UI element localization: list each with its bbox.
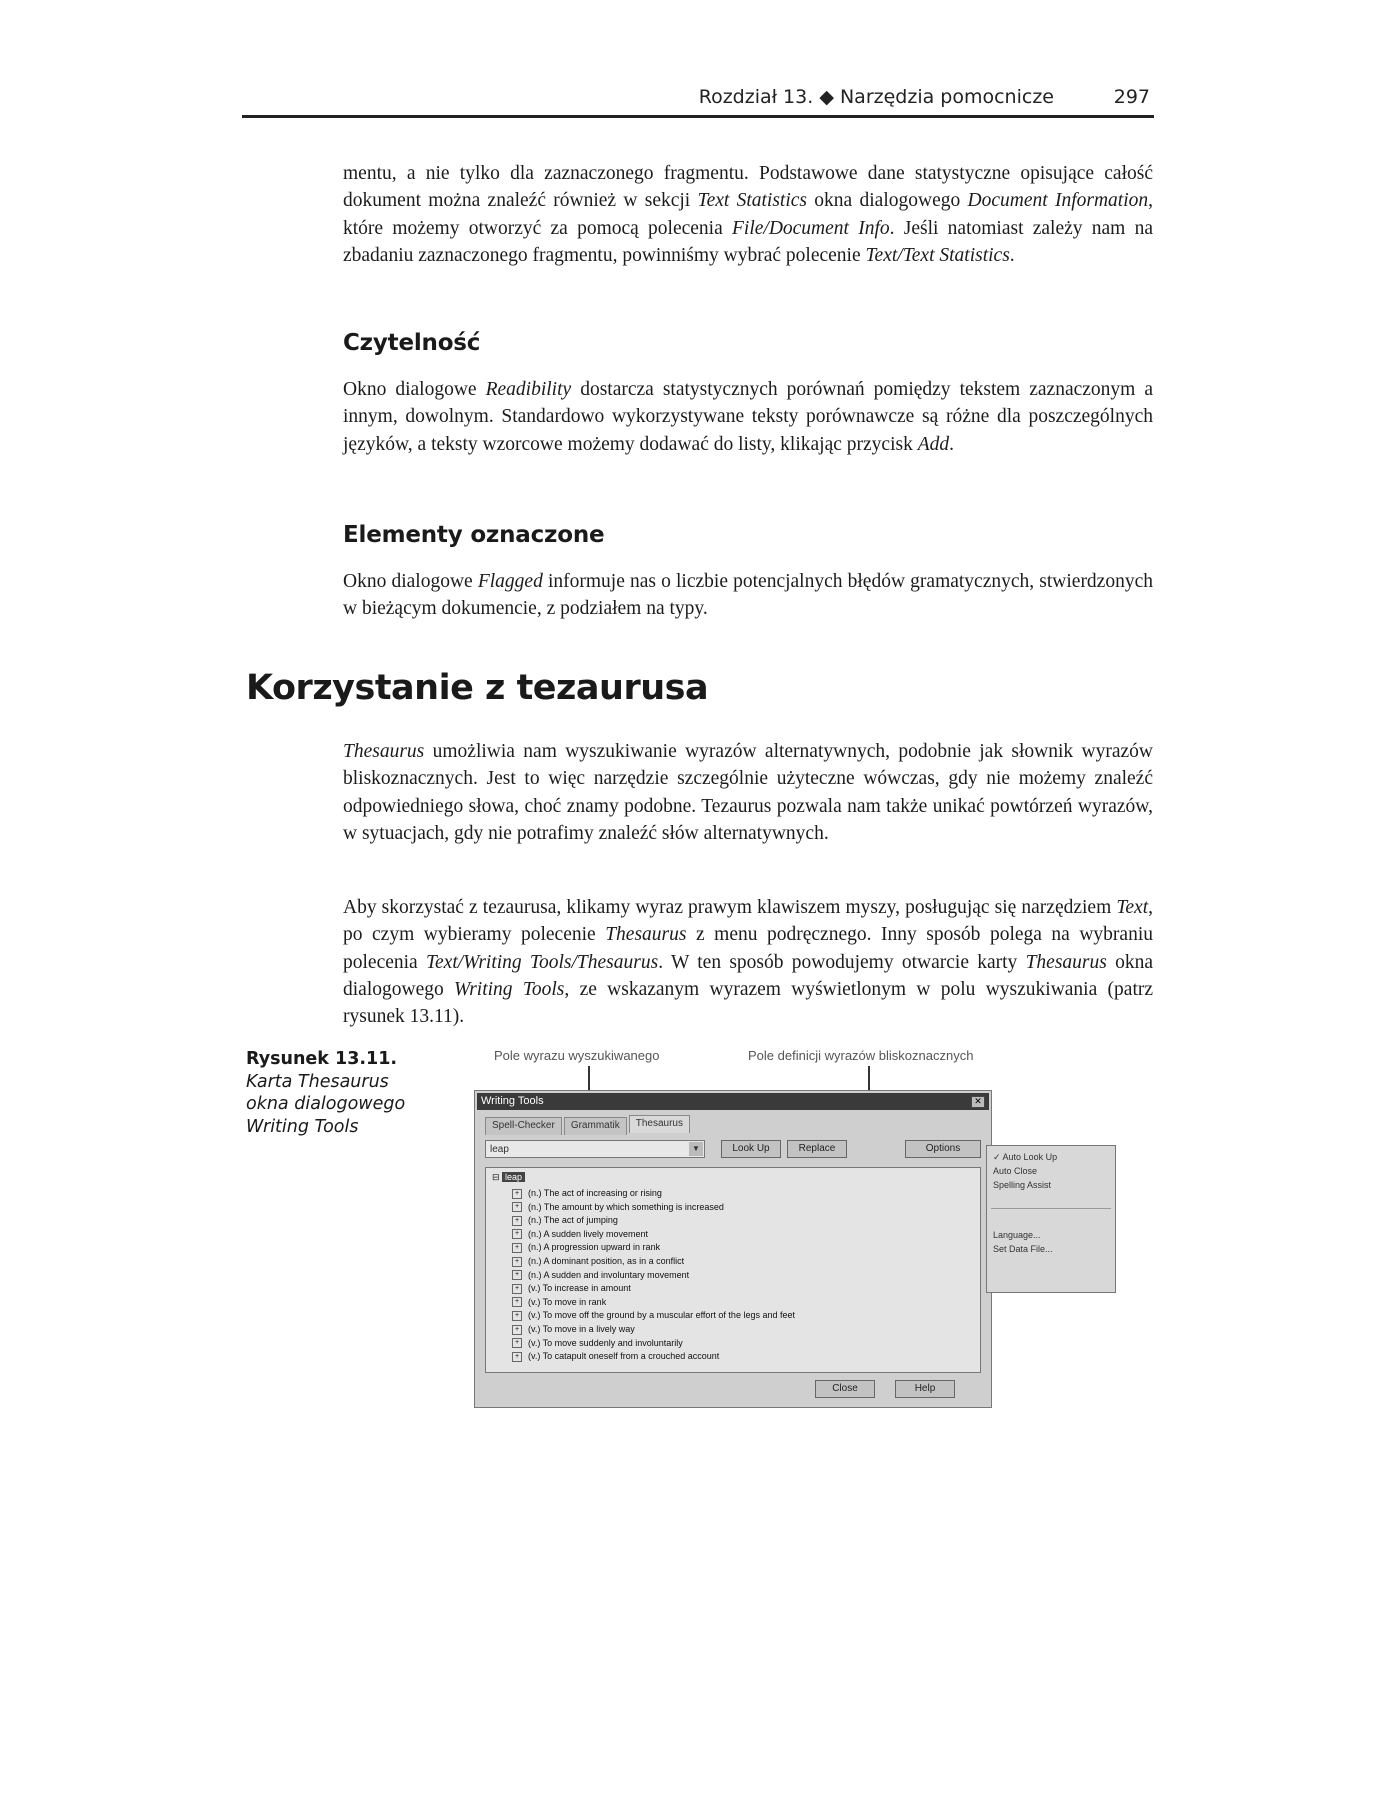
- running-head: [242, 84, 1154, 112]
- figure-thesaurus-dialog: [470, 1040, 1130, 1415]
- tree-entry-label: (n.) A dominant position, as in a conflict: [528, 1256, 685, 1266]
- tab-grammatik[interactable]: Grammatik: [564, 1117, 627, 1135]
- search-value: leap: [490, 1144, 509, 1155]
- italic-term: File/Document Info: [732, 217, 890, 239]
- tree-entry-label: (v.) To move off the ground by a muscular effort of the legs and feet: [528, 1310, 795, 1321]
- options-button[interactable]: Options: [905, 1140, 981, 1158]
- tree-entry[interactable]: [512, 1324, 635, 1335]
- expand-icon[interactable]: +: [512, 1297, 522, 1307]
- text-run: informuje nas o liczbie potencjalnych błędów gramatycznych, stwierdzonych w bieżącym dokumencie, z podziałem na typy.: [343, 571, 1153, 620]
- paragraph-readability: [343, 376, 1153, 458]
- search-input[interactable]: [485, 1140, 705, 1158]
- tree-entry-label: (v.) To increase in amount: [528, 1283, 631, 1294]
- italic-term: Writing Tools: [454, 978, 565, 1000]
- expand-icon[interactable]: +: [512, 1325, 522, 1335]
- tree-entry[interactable]: [512, 1283, 631, 1294]
- italic-term: Flagged: [477, 571, 543, 592]
- expand-icon[interactable]: +: [512, 1202, 522, 1212]
- help-button[interactable]: Help: [895, 1380, 955, 1398]
- tree-entry-label: (n.) A progression upward in rank: [528, 1242, 661, 1253]
- figure-caption-text: Karta Thesaurus okna dialogowego Writing Tools: [246, 1071, 406, 1137]
- paragraph-thesaurus-usage: [343, 894, 1153, 1030]
- tree-entry-label: (n.) A sudden lively movement: [528, 1228, 649, 1239]
- look-up-button[interactable]: Look Up: [721, 1140, 781, 1158]
- tree-entry-label: (n.) The act of jumping: [528, 1215, 618, 1226]
- italic-term: Thesaurus: [605, 924, 687, 946]
- italic-term: Thesaurus: [343, 741, 425, 762]
- paragraph-statistics: [343, 160, 1153, 269]
- heading-thesaurus: Korzystanie z tezaurusa: [246, 668, 709, 708]
- tree-entry[interactable]: [512, 1310, 795, 1321]
- italic-term: Text/Writing Tools/Thesaurus: [425, 951, 659, 973]
- italic-term: Document Information: [967, 190, 1149, 212]
- text-run: . W ten sposób powodujemy otwarcie karty: [658, 951, 1026, 973]
- expand-icon[interactable]: +: [512, 1189, 522, 1199]
- expand-icon[interactable]: +: [512, 1270, 522, 1280]
- italic-term: Text: [1116, 897, 1149, 918]
- chevron-down-icon[interactable]: ▼: [689, 1142, 703, 1156]
- text-run: , po czym wybieramy polecenie: [343, 897, 1153, 946]
- paragraph-thesaurus-intro: [343, 738, 1153, 847]
- text-run: Aby skorzystać z tezaurusa, klikamy wyraz prawym klawiszem myszy, posługując się narzędziem: [343, 897, 1117, 918]
- heading-flagged: Elementy oznaczone: [343, 522, 605, 548]
- figure-caption-label: Rysunek 13.11.: [246, 1049, 398, 1069]
- text-run: z menu podręcznego. Inny sposób polega na wybraniu polecenia: [343, 924, 1153, 973]
- text-run: , ze wskazanym wyrazem wyświetlonym w polu wyszukiwania (patrz rysunek 13.11).: [343, 978, 1154, 1028]
- tree-root[interactable]: ⊟ leap: [492, 1172, 525, 1183]
- expand-icon[interactable]: +: [512, 1311, 522, 1321]
- expand-icon[interactable]: +: [512, 1338, 522, 1348]
- text-run: .: [949, 433, 954, 455]
- italic-term: Text/Text Statistics: [865, 244, 1010, 266]
- text-run: okna dialogowego: [343, 951, 1154, 1000]
- tree-entry[interactable]: [512, 1297, 606, 1308]
- close-icon[interactable]: ✕: [971, 1096, 985, 1108]
- options-menu-item[interactable]: Language...: [993, 1230, 1041, 1240]
- figure-caption: [246, 1048, 426, 1138]
- text-run: umożliwia nam wyszukiwanie wyrazów alternatywnych, podobnie jak słownik wyrazów bliskoznacznych. Jest to więc narzędzie szczególnie użyteczne wówczas, gdy nie możemy znaleźć odpowiedniego słowa, choć znamy podobne. Tezaurus pozwala nam także unikać powtórzeń wyrazów, w sytuacjach, gdy nie potrafimy znaleźć słów alternatywnych.: [343, 741, 1153, 844]
- callout-definitions-field: Pole definicji wyrazów bliskoznacznych: [748, 1048, 974, 1063]
- italic-term: Text Statistics: [697, 190, 808, 212]
- dialog-tabs: [485, 1115, 692, 1135]
- writing-tools-dialog: [474, 1090, 992, 1408]
- page-number: 297: [1113, 86, 1150, 108]
- tree-entry-label: (n.) The act of increasing or rising: [528, 1188, 662, 1198]
- tree-root-word: leap: [502, 1172, 525, 1182]
- tree-entry[interactable]: [512, 1270, 689, 1281]
- text-run: . Jeśli natomiast zależy nam na zbadaniu zaznaczonego fragmentu, powinniśmy wybrać polecenie: [343, 217, 1153, 266]
- tree-entry[interactable]: [512, 1338, 683, 1349]
- tab-thesaurus[interactable]: Thesaurus: [629, 1115, 690, 1133]
- tree-entry[interactable]: [512, 1229, 648, 1240]
- expand-icon[interactable]: +: [512, 1257, 522, 1267]
- dialog-toolbar: [485, 1139, 981, 1161]
- tree-entry-label: (n.) A sudden and involuntary movement: [528, 1269, 690, 1280]
- text-run: Okno dialogowe: [343, 571, 478, 592]
- text-run: , które możemy otworzyć za pomocą polecenia: [343, 190, 1153, 239]
- options-menu: [986, 1145, 1116, 1293]
- tree-entry-label: (n.) The amount by which something is increased: [528, 1201, 724, 1212]
- options-menu-item[interactable]: ✓ Auto Look Up: [993, 1152, 1058, 1162]
- tree-entry[interactable]: [512, 1256, 684, 1267]
- expand-icon[interactable]: +: [512, 1352, 522, 1362]
- expand-icon[interactable]: +: [512, 1243, 522, 1253]
- text-run: Okno dialogowe: [343, 379, 486, 400]
- tree-entry[interactable]: [512, 1351, 719, 1362]
- italic-term: Add: [917, 433, 950, 455]
- close-button[interactable]: Close: [815, 1380, 875, 1398]
- expand-icon[interactable]: +: [512, 1216, 522, 1226]
- italic-term: Readibility: [485, 379, 572, 400]
- tree-entry[interactable]: [512, 1215, 618, 1226]
- tree-entry[interactable]: [512, 1188, 662, 1199]
- heading-readability: Czytelność: [343, 330, 481, 356]
- replace-button[interactable]: Replace: [787, 1140, 847, 1158]
- definitions-tree[interactable]: [485, 1167, 981, 1373]
- tree-entry-label: (v.) To move suddenly and involuntarily: [528, 1337, 683, 1348]
- callout-search-field: Pole wyrazu wyszukiwanego: [494, 1048, 660, 1063]
- tree-entry-label: (v.) To move in rank: [528, 1296, 607, 1307]
- expand-icon[interactable]: +: [512, 1284, 522, 1294]
- text-run: .: [1009, 244, 1015, 266]
- menu-separator: [991, 1208, 1111, 1209]
- italic-term: Thesaurus: [1025, 951, 1107, 973]
- tree-entry-label: (v.) To move in a lively way: [528, 1324, 635, 1334]
- dialog-titlebar: [477, 1093, 989, 1110]
- tree-entry-label: (v.) To catapult oneself from a crouched account: [528, 1351, 720, 1362]
- tab-spell-checker[interactable]: Spell-Checker: [485, 1117, 562, 1135]
- text-run: mentu, a nie tylko dla zaznaczonego fragmentu. Podstawowe dane statystyczne opisujące całość dokument można znaleźć również w sekcji: [343, 163, 1153, 212]
- tree-entry[interactable]: [512, 1202, 724, 1213]
- options-menu-item[interactable]: Spelling Assist: [993, 1180, 1052, 1190]
- header-rule: [242, 115, 1154, 118]
- text-run: okna dialogowego: [807, 190, 968, 212]
- options-menu-item[interactable]: Auto Close: [993, 1166, 1038, 1176]
- paragraph-flagged: [343, 568, 1153, 623]
- options-menu-item[interactable]: Set Data File...: [993, 1244, 1053, 1254]
- tree-entry[interactable]: [512, 1242, 660, 1253]
- chapter-title: Rozdział 13. ◆ Narzędzia pomocnicze: [698, 86, 1054, 108]
- expand-icon[interactable]: +: [512, 1229, 522, 1239]
- text-run: dostarcza statystycznych porównań pomiędzy tekstem zaznaczonym a innym, dowolnym. Standardowo wykorzystywane teksty porównawcze są różne dla poszczególnych języków, a teksty wzorcowe możemy dodawać do listy, klikając przycisk: [343, 379, 1154, 455]
- dialog-title: Writing Tools: [481, 1095, 544, 1107]
